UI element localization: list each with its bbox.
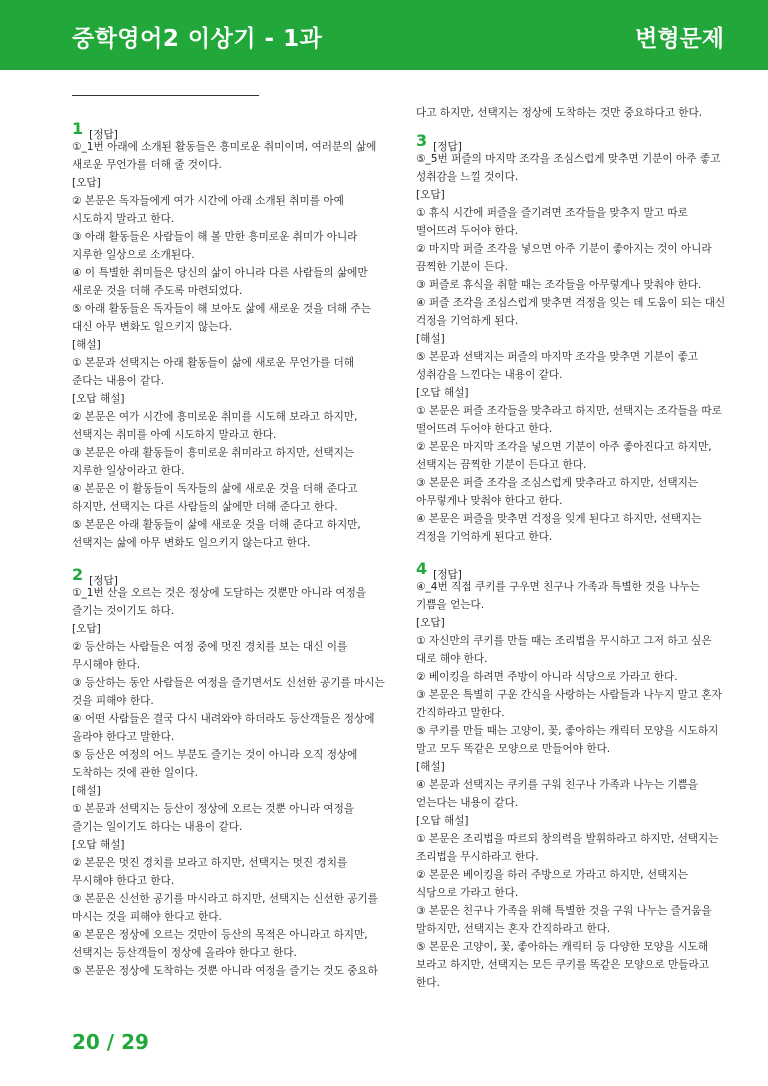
question-1-body: ①_1번 아래에 소개된 활동들은 흥미로운 취미이며, 여러분의 삶에 새로운 무언가를 더해 줄 것이다. [오답] ② 본문은 독자들에게 여가 시간에 아래 소개된 취미를 아예 시도하지 말라고 한다. ③ 아래 활동들은 사람들이 해 볼 만한 흥미로운 취미가 아니라 지루한 일상으로 소개된다. ④ 이 특별한 취미들은 당신의 삶이 아니라 다른 사람들의 삶에만 새로운 것을 더해 주도록 마련되었다. ⑤ 아래 활동들은 독자들이 해 보아도 삶에 새로운 것을 더해 주는 대신 아무 변화도 일으키지 않는다. [해설] ① 본문과 선택지는 아래 활동들이 삶에 새로운 무언가를 더해 준다는 내용이 같다. [오답 해설] ② 본문은 여가 시간에 흥미로운 취미를 시도해 보라고 하지만, 선택지는 취미를 아예 시도하지 말라고 한다. ③ 본문은 아래 활동들이 흥미로운 취미라고 하지만, 선택지는 지루한 일상이라고 한다. ④ 본문은 이 활동들이 독자들의 삶에 새로운 것을 더해 준다고 하지만, 선택지는 다른 사람들의 삶에만 더해 준다고 한다. ⑤ 본문은 아래 활동들이 삶에 새로운 것을 더해 준다고 하지만, 선택지는 삶에 아무 변화도 일으키지 않는다고 한다. [72, 141, 377, 549]
question-number: 3 [416, 131, 428, 150]
question-2-body: ①_1번 산을 오르는 것은 정상에 도달하는 것뿐만 아니라 여정을 즐기는 것이기도 하다. [오답] ② 등산하는 사람들은 여정 중에 멋진 경치를 보는 대신 이를 무시해야 한다. ③ 등산하는 동안 사람들은 여정을 즐기면서도 신선한 공기를 마시는 것을 피해야 한다. ④ 어떤 사람들은 결국 다시 내려와야 하더라도 등산객들은 정상에 올라야 한다고 말한다. ⑤ 등산은 여정의 어느 부분도 즐기는 것이 아니라 오직 정상에 도착하는 것에 관한 일이다. [해설] ① 본문과 선택지는 등산이 정상에 오르는 것뿐 아니라 여정을 즐기는 일이기도 하다는 내용이 같다. [오답 해설] ② 본문은 멋진 경치를 보라고 하지만, 선택지는 멋진 경치를 무시해야 한다고 한다. ③ 본문은 신선한 공기를 마시라고 하지만, 선택지는 신선한 공기를 마시는 것을 피해야 한다고 한다. ④ 본문은 정상에 오르는 것만이 등산의 목적은 아니라고 하지만, 선택지는 등산객들이 정상에 올라야 한다고 한다. ⑤ 본문은 정상에 도착하는 것뿐 아니라 여정을 즐기는 것도 중요하 [72, 587, 385, 977]
answer-tag: [정답] [89, 575, 118, 587]
question-3-header [416, 124, 732, 153]
left-column [72, 110, 388, 980]
question-number: 4 [416, 559, 428, 578]
divider [72, 95, 259, 96]
answer-tag: [정답] [433, 141, 462, 153]
section-label: 변형문제 [635, 26, 724, 52]
page-header [0, 0, 768, 70]
answer-tag: [정답] [433, 569, 462, 581]
question-number: 2 [72, 565, 84, 584]
question-3-body: ⑤_5번 퍼즐의 마지막 조각을 조심스럽게 맞추면 기분이 아주 좋고 성취감을 느낄 것이다. [오답] ① 휴식 시간에 퍼즐을 즐기려면 조각들을 맞추지 말고 따로 떨어뜨려 두어야 한다. ② 마지막 퍼즐 조각을 넣으면 아주 기분이 좋아지는 것이 아니라 끔찍한 기분이 든다. ③ 퍼즐로 휴식을 취할 때는 조각들을 아무렇게나 맞춰야 한다. ④ 퍼즐 조각을 조심스럽게 맞추면 걱정을 잊는 데 도움이 되는 대신 걱정을 기억하게 된다. [해설] ⑤ 본문과 선택지는 퍼즐의 마지막 조각을 맞추면 기분이 좋고 성취감을 느낀다는 내용이 같다. [오답 해설] ① 본문은 퍼즐 조각들을 맞추라고 하지만, 선택지는 조각들을 따로 떨어뜨려 두어야 한다고 한다. ② 본문은 마지막 조각을 넣으면 기분이 아주 좋아진다고 하지만, 선택지는 끔찍한 기분이 든다고 한다. ③ 본문은 퍼즐 조각을 조심스럽게 맞추라고 하지만, 선택지는 아무렇게나 맞춰야 한다고 한다. ④ 본문은 퍼즐을 맞추면 걱정을 잊게 된다고 하지만, 선택지는 걱정을 기억하게 된다고 한다. [416, 153, 726, 543]
question-2-header [72, 558, 388, 587]
document-title: 중학영어2 이상기 - 1과 [72, 26, 323, 52]
continued-text: 다고 하지만, 선택지는 정상에 도착하는 것만 중요하다고 한다. [416, 107, 703, 119]
question-4-body: ④_4번 직접 쿠키를 구우면 친구나 가족과 특별한 것을 나누는 기쁨을 얻는다. [오답] ① 자신만의 쿠키를 만들 때는 조리법을 무시하고 그저 하고 싶은 대로 해야 한다. ② 베이킹을 하려면 주방이 아니라 식당으로 가라고 한다. ③ 본문은 특별히 구운 간식을 사랑하는 사람들과 나누지 말고 혼자 간직하라고 말한다. ⑤ 쿠키를 만들 때는 고양이, 꽃, 좋아하는 캐릭터 모양을 시도하지 말고 모두 똑같은 모양으로 만들어야 한다. [해설] ④ 본문과 선택지는 쿠키를 구워 친구나 가족과 나누는 기쁨을 얻는다는 내용이 같다. [오답 해설] ① 본문은 조리법을 따르되 창의력을 발휘하라고 하지만, 선택지는 조리법을 무시하라고 한다. ② 본문은 베이킹을 하러 주방으로 가라고 하지만, 선택지는 식당으로 가라고 한다. ③ 본문은 친구나 가족을 위해 특별한 것을 구워 나누는 즐거움을 말하지만, 선택지는 혼자 간직하라고 한다. ⑤ 본문은 고양이, 꽃, 좋아하는 캐릭터 등 다양한 모양을 시도해 보라고 하지만, 선택지는 모든 쿠키를 똑같은 모양으로 만들라고 한다. [416, 581, 722, 989]
question-4-header [416, 552, 732, 581]
answer-tag: [정답] [89, 129, 118, 141]
right-column [416, 104, 732, 992]
question-number: 1 [72, 119, 84, 138]
question-1-header [72, 112, 388, 141]
page-number: 20 / 29 [72, 1030, 149, 1054]
